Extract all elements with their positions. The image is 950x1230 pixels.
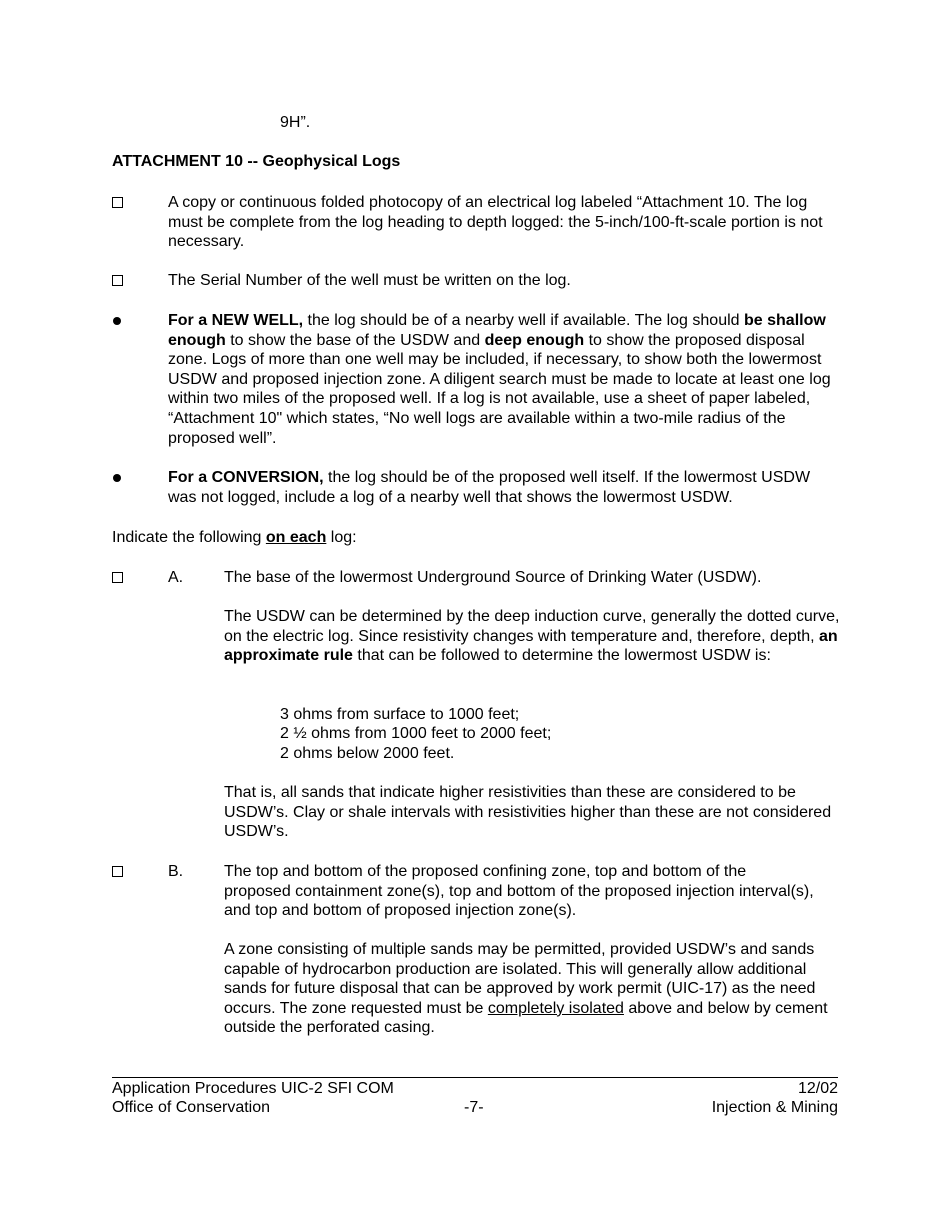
- item-b-paragraph: A zone consisting of multiple sands may be permitted, provided USDW’s and sands capable of hydrocarbon production are isolated. This will generally allow additional sands for future disposal that can be approved by work permit (UIC-17) as the need occurs. The zone requested must be completely isolated above and below by cement outside the perforated casing.: [224, 941, 828, 1037]
- continuation-text: 9H”.: [280, 114, 311, 131]
- item-a-letter: A.: [168, 569, 184, 586]
- footer-page-number: -7-: [464, 1099, 484, 1116]
- rule-line-2: 2 ½ ohms from 1000 feet to 2000 feet;: [280, 725, 552, 742]
- checkbox-icon: [112, 568, 142, 589]
- bullet-icon: [112, 311, 142, 331]
- rule-line-1: 3 ohms from surface to 1000 feet;: [280, 706, 520, 723]
- item-serial-number: The Serial Number of the well must be written on the log.: [168, 272, 571, 289]
- footer-rule: [112, 1077, 838, 1078]
- checkbox-icon: [112, 862, 142, 883]
- indicate-instruction: Indicate the following on each log:: [112, 529, 357, 546]
- item-b-text: The top and bottom of the proposed confining zone, top and bottom of the proposed containment zone(s), top and bottom of the proposed injection interval(s), and top and bottom of proposed injection zone(s).: [224, 863, 814, 920]
- footer-date: 12/02: [797, 1080, 838, 1097]
- bullet-icon: [112, 468, 142, 488]
- item-log-copy: A copy or continuous folded photocopy of an electrical log labeled “Attachment 10. The log must be complete from the log heading to depth logged: the 5-inch/100-ft-scale portion is not necessary.: [168, 194, 823, 251]
- footer-division: Injection & Mining: [711, 1099, 838, 1116]
- rule-line-3: 2 ohms below 2000 feet.: [280, 745, 455, 762]
- footer-office: Office of Conservation: [112, 1099, 271, 1116]
- item-new-well: For a NEW WELL, the log should be of a nearby well if available. The log should be shallow enough to show the base of the USDW and deep enough to show the proposed disposal zone. Logs of more than one well may be included, if necessary, to show both the lowermost USDW and proposed injection zone. A diligent search must be made to locate at least one log within two miles of the proposed well. If a log is not available, use a sheet of paper labeled, “Attachment 10" which states, “No well logs are available within a two-mile radius of the proposed well”.: [168, 312, 831, 447]
- footer-doc-title: Application Procedures UIC-2 SFI COM: [112, 1080, 394, 1097]
- item-a-text: The base of the lowermost Underground Source of Drinking Water (USDW).: [224, 569, 762, 586]
- item-a-after: That is, all sands that indicate higher resistivities than these are considered to be USDW’s. Clay or shale intervals with resistivities higher than these are not considered USDW’s.: [224, 784, 832, 841]
- checkbox-icon: [112, 193, 142, 214]
- item-a-paragraph: The USDW can be determined by the deep induction curve, generally the dotted curve, on the electric log. Since resistivity changes with temperature and, therefore, depth, an approximate rule that can be followed to determine the lowermost USDW is:: [224, 608, 840, 665]
- item-conversion: For a CONVERSION, the log should be of the proposed well itself. If the lowermost USDW was not logged, include a log of a nearby well that shows the lowermost USDW.: [168, 469, 811, 506]
- section-heading: ATTACHMENT 10 -- Geophysical Logs: [112, 153, 401, 170]
- item-b-letter: B.: [168, 863, 184, 880]
- checkbox-icon: [112, 271, 142, 292]
